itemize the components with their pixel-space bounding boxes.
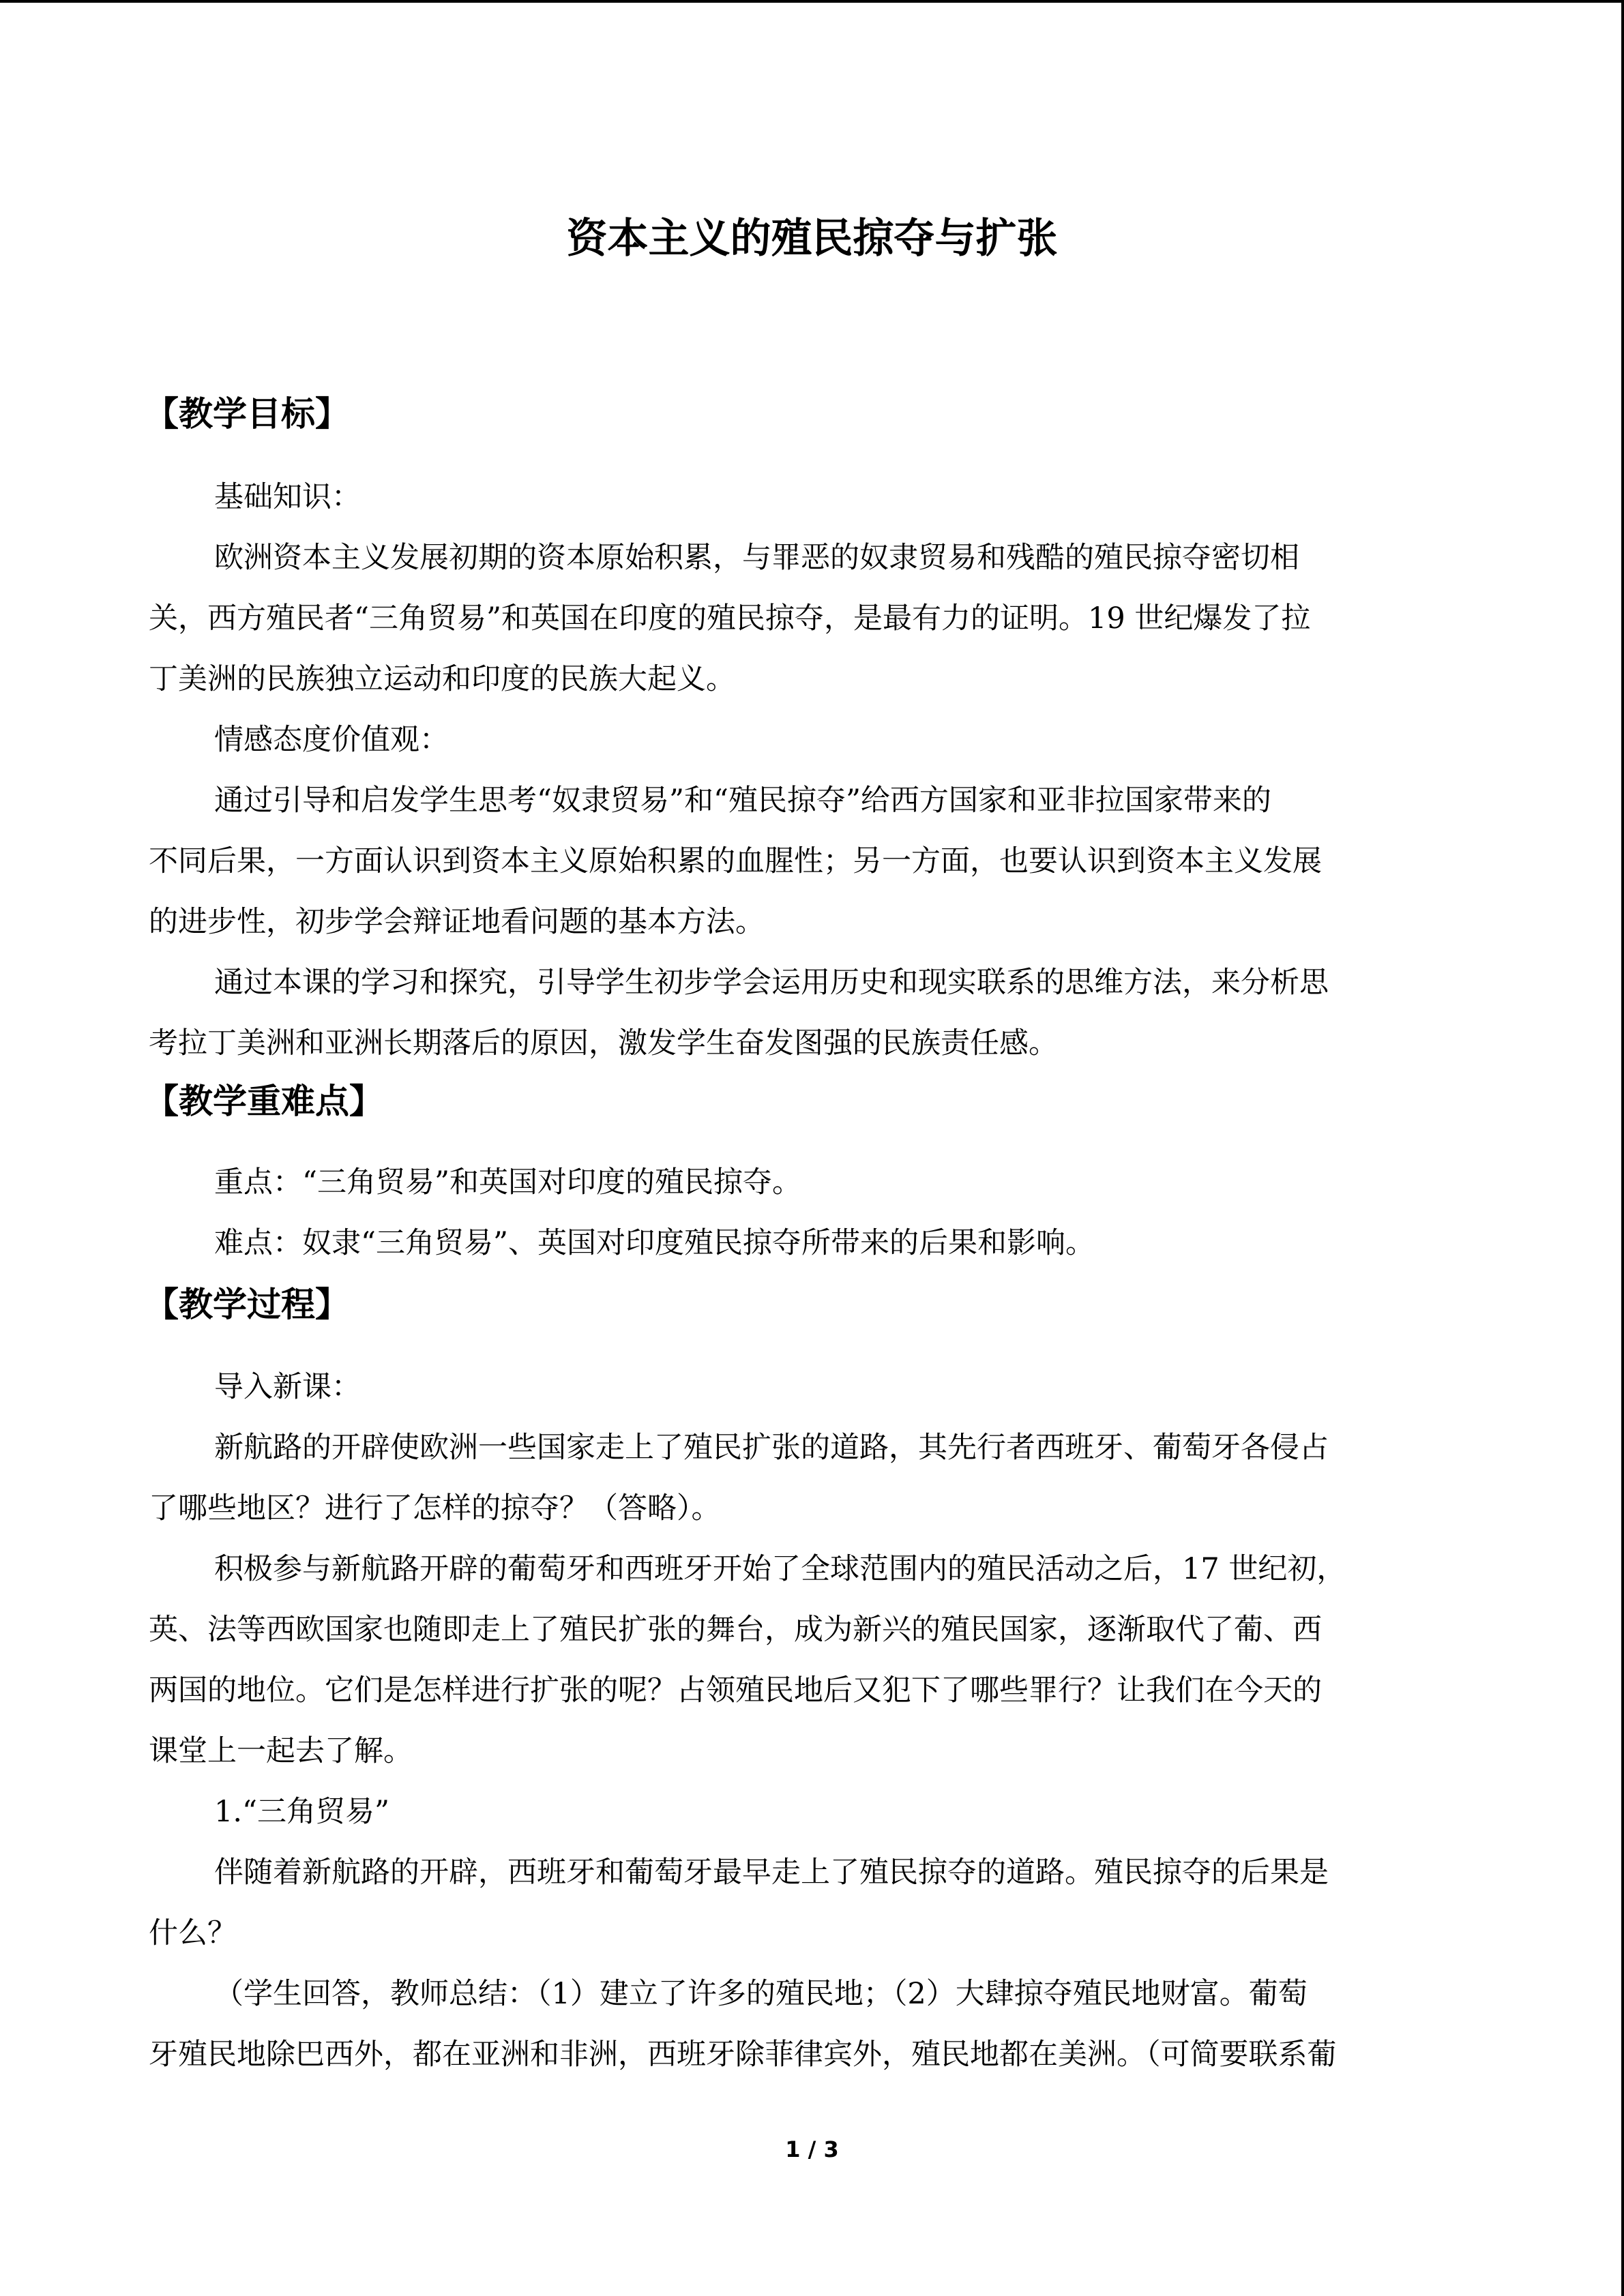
paragraph-difficult-point: 难点：奴隶“三角贸易”、英国对印度殖民掠夺所带来的后果和影响。 <box>214 1226 1095 1260</box>
section-heading-objectives: 【教学目标】 <box>145 394 349 434</box>
section-heading-process: 【教学过程】 <box>145 1285 349 1324</box>
page-number: 1 / 3 <box>785 2136 839 2162</box>
paragraph-values: 通过引导和启发学生思考“奴隶贸易”和“殖民掠夺”给西方国家和亚非拉国家带来的 不同后果，一方面认识到资本主义原始积累的血腥性；另一方面，也要认识到资本主义发展 的进步性，初步学会辩证地看问题的基本方法。 <box>149 784 1322 939</box>
paragraph-question: 伴随着新航路的开辟，西班牙和葡萄牙最早走上了殖民掠夺的道路。殖民掠夺的后果是 什么？ <box>149 1855 1329 1950</box>
section-heading-keypoints: 【教学重难点】 <box>145 1082 383 1121</box>
document-title: 资本主义的殖民掠夺与扩张 <box>566 215 1058 263</box>
paragraph-intro-label: 导入新课： <box>214 1370 361 1404</box>
top-border <box>0 0 1624 3</box>
paragraph-key-point: 重点：“三角贸易”和英国对印度的殖民掠夺。 <box>214 1165 801 1199</box>
paragraph-methods: 通过本课的学习和探究，引导学生初步学会运用历史和现实联系的思维方法，来分析思 考拉丁美洲和亚洲长期落后的原因，激发学生奋发图强的民族责任感。 <box>149 966 1329 1060</box>
paragraph-expansion: 积极参与新航路开辟的葡萄牙和西班牙开始了全球范围内的殖民活动之后，17 世纪初， 英、法等西欧国家也随即走上了殖民扩张的舞台，成为新兴的殖民国家，逐渐取代了葡、西 两国的地位。它们是怎样进行扩张的呢？占领殖民地后又犯下了哪些罪行？让我们在今天的 课堂上一起去了解。 <box>149 1552 1346 1768</box>
paragraph-values-label: 情感态度价值观： <box>214 723 449 757</box>
paragraph-basic-knowledge: 欧洲资本主义发展初期的资本原始积累，与罪恶的奴隶贸易和残酷的殖民掠夺密切相 关，西方殖民者“三角贸易”和英国在印度的殖民掠夺，是最有力的证明。19 世纪爆发了拉 丁美洲的民族独立运动和印度的民族大起义。 <box>149 541 1311 696</box>
paragraph-subheading-triangle-trade: 1.“三角贸易” <box>214 1795 389 1829</box>
paragraph-intro: 新航路的开辟使欧洲一些国家走上了殖民扩张的道路，其先行者西班牙、葡萄牙各侵占 了哪些地区？进行了怎样的掠夺？（答略）。 <box>149 1431 1329 1525</box>
right-border <box>1621 0 1624 2296</box>
paragraph-student-answer: （学生回答，教师总结：（1）建立了许多的殖民地；（2）大肆掠夺殖民地财富。葡萄 牙殖民地除巴西外，都在亚洲和非洲，西班牙除菲律宾外，殖民地都在美洲。（可简要联系葡 <box>149 1977 1337 2072</box>
paragraph-basic-knowledge-label: 基础知识： <box>214 480 361 514</box>
